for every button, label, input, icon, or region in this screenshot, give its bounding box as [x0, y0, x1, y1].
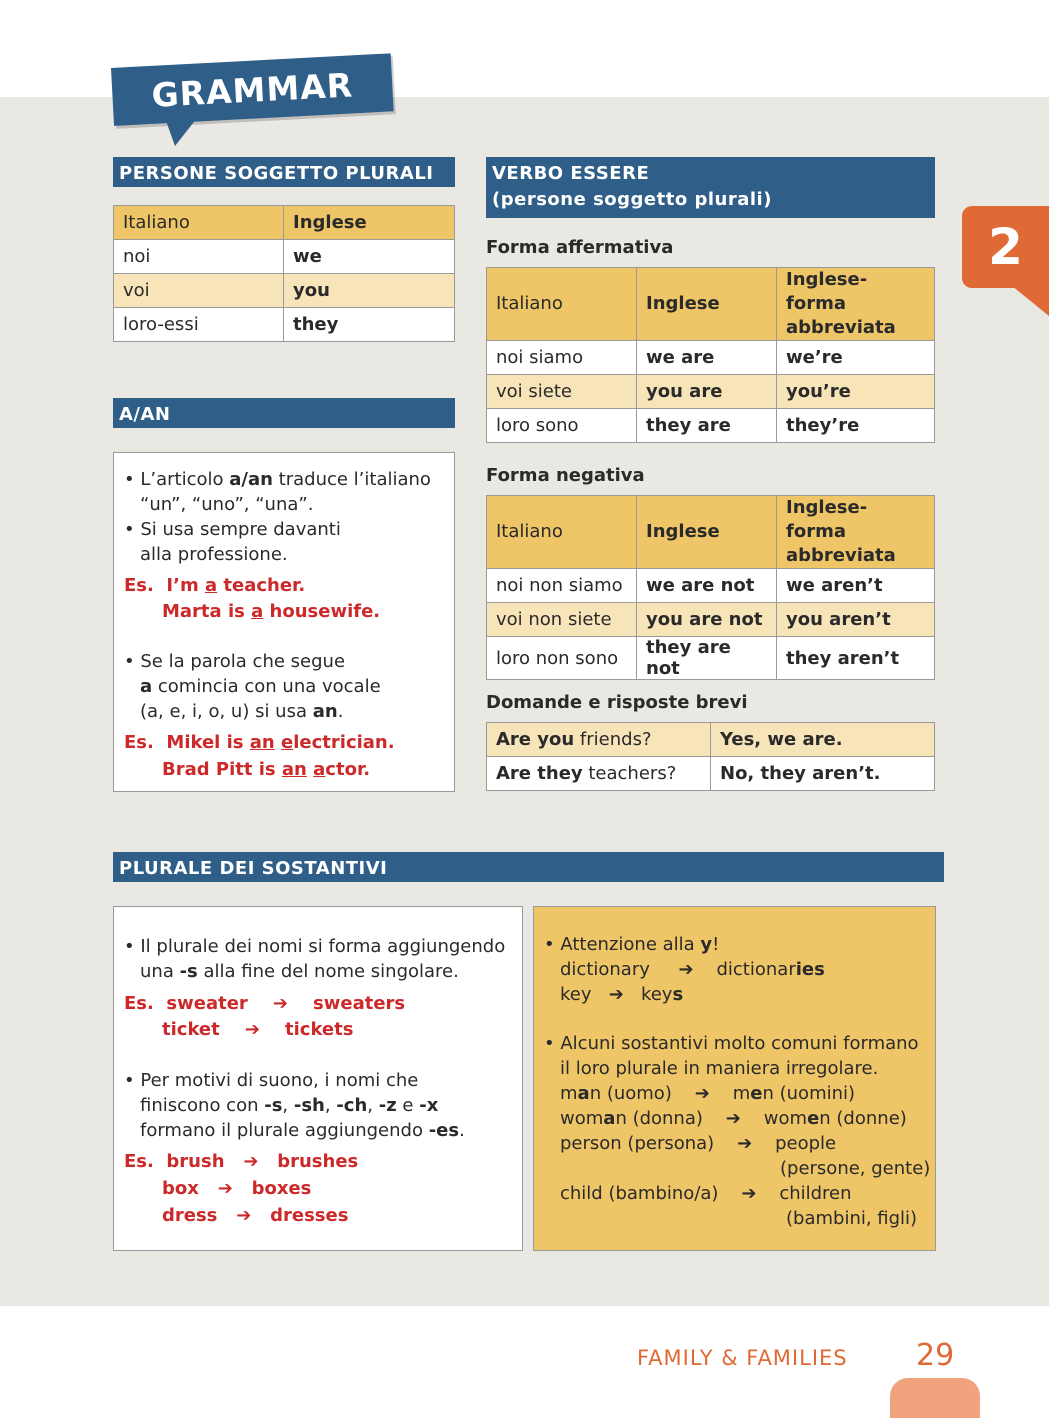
plurale-right-box — [533, 906, 936, 1251]
text: Es. — [124, 732, 154, 753]
table-cell: noi siamo — [487, 341, 637, 375]
table-cell: Italiano — [114, 206, 284, 240]
text: Es. — [124, 1151, 154, 1172]
plurale-example-2 — [162, 1017, 353, 1042]
domande-table — [486, 722, 935, 791]
irregular-person-note: (persone, gente) — [780, 1158, 931, 1179]
plurale-bullet-2 — [124, 1068, 418, 1093]
text: Attenzione alla — [560, 934, 701, 955]
aan-bullet-3-cont — [140, 674, 381, 699]
page-tab — [890, 1378, 980, 1418]
text: Si usa sempre davanti — [140, 519, 341, 540]
attenzione-bullet — [544, 932, 719, 957]
text: a — [603, 1108, 616, 1129]
affermativa-table — [486, 267, 935, 443]
text: sweater — [166, 993, 248, 1014]
table-cell: we’re — [777, 341, 935, 375]
table-cell: they’re — [777, 409, 935, 443]
arrow-icon: ➔ — [244, 1019, 260, 1040]
table-header-row — [487, 496, 935, 569]
arrow-icon: ➔ — [694, 1083, 710, 1104]
table-cell: Italiano — [487, 268, 637, 341]
text: -x — [419, 1095, 439, 1116]
text: -es — [428, 1120, 460, 1141]
aan-example-3 — [124, 730, 395, 755]
text: n (uomini) — [762, 1083, 856, 1104]
aan-bullet-3 — [124, 649, 345, 674]
plurale-example-5 — [162, 1203, 348, 1228]
text: m — [560, 1083, 578, 1104]
section-title: A/AN — [119, 404, 171, 425]
aan-example-4 — [162, 757, 370, 782]
irregular-person — [560, 1131, 836, 1156]
text: lectrician. — [293, 732, 395, 753]
table-cell: voi siete — [487, 375, 637, 409]
table-header-row — [487, 268, 935, 341]
table-row — [487, 757, 935, 791]
text: Il plurale dei nomi si forma aggiungendo — [140, 936, 506, 957]
table-row — [487, 375, 935, 409]
plurale-left-box — [113, 906, 523, 1251]
text: -z — [378, 1095, 397, 1116]
text: Brad Pitt is — [162, 759, 282, 780]
text: n (uomo) — [589, 1083, 672, 1104]
text: n (donna) — [615, 1108, 703, 1129]
aan-bullet-1-cont: “un”, “uno”, “una”. — [140, 494, 314, 515]
text: ! — [712, 934, 720, 955]
text: . — [459, 1120, 465, 1141]
text: m — [732, 1083, 751, 1104]
table-cell: noi — [114, 240, 284, 274]
table-cell: loro non sono — [487, 637, 637, 680]
text: , — [367, 1095, 379, 1116]
text: alla fine del nome singolare. — [197, 961, 459, 982]
bullet-dot: • — [124, 936, 135, 957]
bullet-dot: • — [124, 651, 135, 672]
table-cell: we are — [637, 341, 777, 375]
text: sweaters — [313, 993, 406, 1014]
chapter-number: 2 — [988, 218, 1023, 276]
table-row — [114, 274, 455, 308]
text: key — [640, 984, 673, 1005]
text: Are you — [496, 729, 575, 750]
table-cell — [487, 723, 711, 757]
text: people — [775, 1133, 837, 1154]
text: person (persona) — [560, 1133, 715, 1154]
text: a — [313, 759, 326, 780]
text: (a, e, i, o, u) si usa — [140, 701, 313, 722]
text: wom — [763, 1108, 808, 1129]
table-row — [487, 723, 935, 757]
text: brushes — [277, 1151, 359, 1172]
table-row — [114, 240, 455, 274]
text: dictionar — [716, 959, 796, 980]
chapter-tab — [962, 206, 1049, 288]
table-cell: they are not — [637, 637, 777, 680]
text: , — [282, 1095, 294, 1116]
table-row — [114, 308, 455, 342]
aan-bullet-2-cont: alla professione. — [140, 544, 288, 565]
table-cell: you are not — [637, 603, 777, 637]
text: traduce l’italiano — [272, 469, 431, 490]
table-cell: they aren’t — [777, 637, 935, 680]
table-cell: Inglese-forma abbreviata — [777, 496, 935, 569]
table-row — [487, 409, 935, 443]
aan-box — [113, 452, 455, 792]
text: dress — [162, 1205, 218, 1226]
irregular-child-note: (bambini, figli) — [786, 1208, 918, 1229]
text: ctor. — [325, 759, 371, 780]
plurale-bullet-1-cont — [140, 959, 459, 984]
text: Se la parola che segue — [140, 651, 346, 672]
table-cell: Inglese-forma abbreviata — [777, 268, 935, 341]
text: Alcuni sostantivi molto comuni formano — [560, 1033, 919, 1054]
text: teachers? — [582, 763, 677, 784]
text: formano il plurale aggiungendo — [140, 1120, 429, 1141]
text: teacher. — [217, 575, 306, 596]
table-cell: you aren’t — [777, 603, 935, 637]
text: n (donne) — [819, 1108, 907, 1129]
table-cell: we aren’t — [777, 569, 935, 603]
arrow-icon: ➔ — [236, 1205, 252, 1226]
section-header-essere — [486, 157, 935, 218]
text: dictionary — [560, 959, 650, 980]
table-cell: we — [284, 240, 455, 274]
text: an — [312, 701, 338, 722]
table-cell: you’re — [777, 375, 935, 409]
arrow-icon: ➔ — [608, 984, 624, 1005]
table-cell: Italiano — [487, 496, 637, 569]
grammar-banner-label: GRAMMAR — [150, 64, 355, 115]
section-title: PLURALE DEI SOSTANTIVI — [119, 858, 388, 879]
text: children — [779, 1183, 852, 1204]
table-cell: loro-essi — [114, 308, 284, 342]
text: comincia con una vocale — [152, 676, 381, 697]
plurale-example-3 — [124, 1149, 358, 1174]
text: e — [807, 1108, 820, 1129]
text: -ch — [336, 1095, 368, 1116]
plurale-example-1 — [124, 991, 405, 1016]
text: -s — [179, 961, 198, 982]
aan-example-1 — [124, 573, 305, 598]
text: key — [560, 984, 592, 1005]
bullet-dot: • — [544, 1033, 555, 1054]
running-footer-title: FAMILY & FAMILIES — [637, 1346, 848, 1370]
text: . — [337, 701, 344, 722]
text: a — [140, 676, 153, 697]
arrow-icon: ➔ — [217, 1178, 233, 1199]
arrow-icon: ➔ — [737, 1133, 753, 1154]
section-header-aan — [113, 398, 455, 428]
irregular-bullet — [544, 1031, 919, 1056]
text: housewife. — [263, 601, 381, 622]
section-title: PERSONE SOGGETTO PLURALI — [119, 163, 434, 184]
text: brush — [166, 1151, 225, 1172]
negativa-table — [486, 495, 935, 680]
table-cell: No, they aren’t. — [711, 757, 935, 791]
text: -s — [264, 1095, 283, 1116]
y-example-2 — [560, 982, 683, 1007]
aan-bullet-1 — [124, 467, 431, 492]
table-cell: they are — [637, 409, 777, 443]
text: s — [672, 984, 684, 1005]
table-cell — [487, 757, 711, 791]
section-subtitle: (persone soggetto plurali) — [492, 189, 772, 210]
text: Es. — [124, 575, 154, 596]
text: ticket — [162, 1019, 220, 1040]
text: Mikel is — [166, 732, 250, 753]
table-row — [487, 341, 935, 375]
bullet-dot: • — [124, 1070, 135, 1091]
text: L’articolo — [140, 469, 230, 490]
text: Per motivi di suono, i nomi che — [140, 1070, 419, 1091]
text: tickets — [285, 1019, 354, 1040]
grammar-banner-tail — [165, 118, 197, 146]
plurale-bullet-1 — [124, 934, 505, 959]
irregular-bullet-cont: il loro plurale in maniera irregolare. — [560, 1058, 879, 1079]
page-number: 29 — [916, 1338, 955, 1373]
table-cell: they — [284, 308, 455, 342]
text: dresses — [270, 1205, 349, 1226]
table-cell: noi non siamo — [487, 569, 637, 603]
section-header-persone — [113, 157, 455, 187]
table-cell: voi non siete — [487, 603, 637, 637]
arrow-icon: ➔ — [272, 993, 288, 1014]
table-cell: Inglese — [284, 206, 455, 240]
table-row — [487, 637, 935, 680]
text: Marta is — [162, 601, 252, 622]
domande-label: Domande e risposte brevi — [486, 692, 748, 713]
text: Es. — [124, 993, 154, 1014]
text: a — [577, 1083, 590, 1104]
aan-example-2 — [162, 599, 380, 624]
table-header-row — [114, 206, 455, 240]
text: a — [204, 575, 218, 596]
text: box — [162, 1178, 199, 1199]
section-title: VERBO ESSERE — [492, 163, 650, 184]
table-cell: loro sono — [487, 409, 637, 443]
bullet-dot: • — [124, 469, 135, 490]
table-cell: Inglese — [637, 496, 777, 569]
negativa-label: Forma negativa — [486, 465, 645, 486]
table-cell: Inglese — [637, 268, 777, 341]
table-row — [487, 603, 935, 637]
plurale-bullet-2-cont2 — [140, 1118, 465, 1143]
text: e — [281, 732, 294, 753]
text: Are they — [496, 763, 583, 784]
text: finiscono con — [140, 1095, 265, 1116]
table-cell: you — [284, 274, 455, 308]
plurale-bullet-2-cont — [140, 1093, 438, 1118]
aan-bullet-3-cont2 — [140, 699, 343, 724]
text: e — [396, 1095, 420, 1116]
table-row — [487, 569, 935, 603]
persone-table — [113, 205, 455, 342]
bullet-dot: • — [544, 934, 555, 955]
text: I’m — [166, 575, 205, 596]
arrow-icon: ➔ — [741, 1183, 757, 1204]
irregular-child — [560, 1181, 852, 1206]
affermativa-label: Forma affermativa — [486, 237, 674, 258]
text: a/an — [229, 469, 273, 490]
arrow-icon: ➔ — [725, 1108, 741, 1129]
arrow-icon: ➔ — [678, 959, 694, 980]
aan-bullet-2 — [124, 517, 341, 542]
text: boxes — [251, 1178, 312, 1199]
text: friends? — [574, 729, 652, 750]
arrow-icon: ➔ — [243, 1151, 259, 1172]
irregular-man — [560, 1081, 855, 1106]
y-example-1 — [560, 957, 825, 982]
text: child (bambino/a) — [560, 1183, 719, 1204]
text: an — [249, 732, 275, 753]
table-cell: voi — [114, 274, 284, 308]
text: , — [324, 1095, 337, 1116]
table-cell: Yes, we are. — [711, 723, 935, 757]
text: an — [281, 759, 307, 780]
text: a — [251, 601, 264, 622]
text: wom — [560, 1108, 604, 1129]
plurale-example-4 — [162, 1176, 311, 1201]
bullet-dot: • — [124, 519, 135, 540]
table-cell: we are not — [637, 569, 777, 603]
text: e — [750, 1083, 763, 1104]
text: una — [140, 961, 180, 982]
irregular-woman — [560, 1106, 907, 1131]
text: y — [700, 934, 713, 955]
text: ies — [795, 959, 825, 980]
table-cell: you are — [637, 375, 777, 409]
text: -sh — [293, 1095, 325, 1116]
section-header-plurale — [113, 852, 944, 882]
